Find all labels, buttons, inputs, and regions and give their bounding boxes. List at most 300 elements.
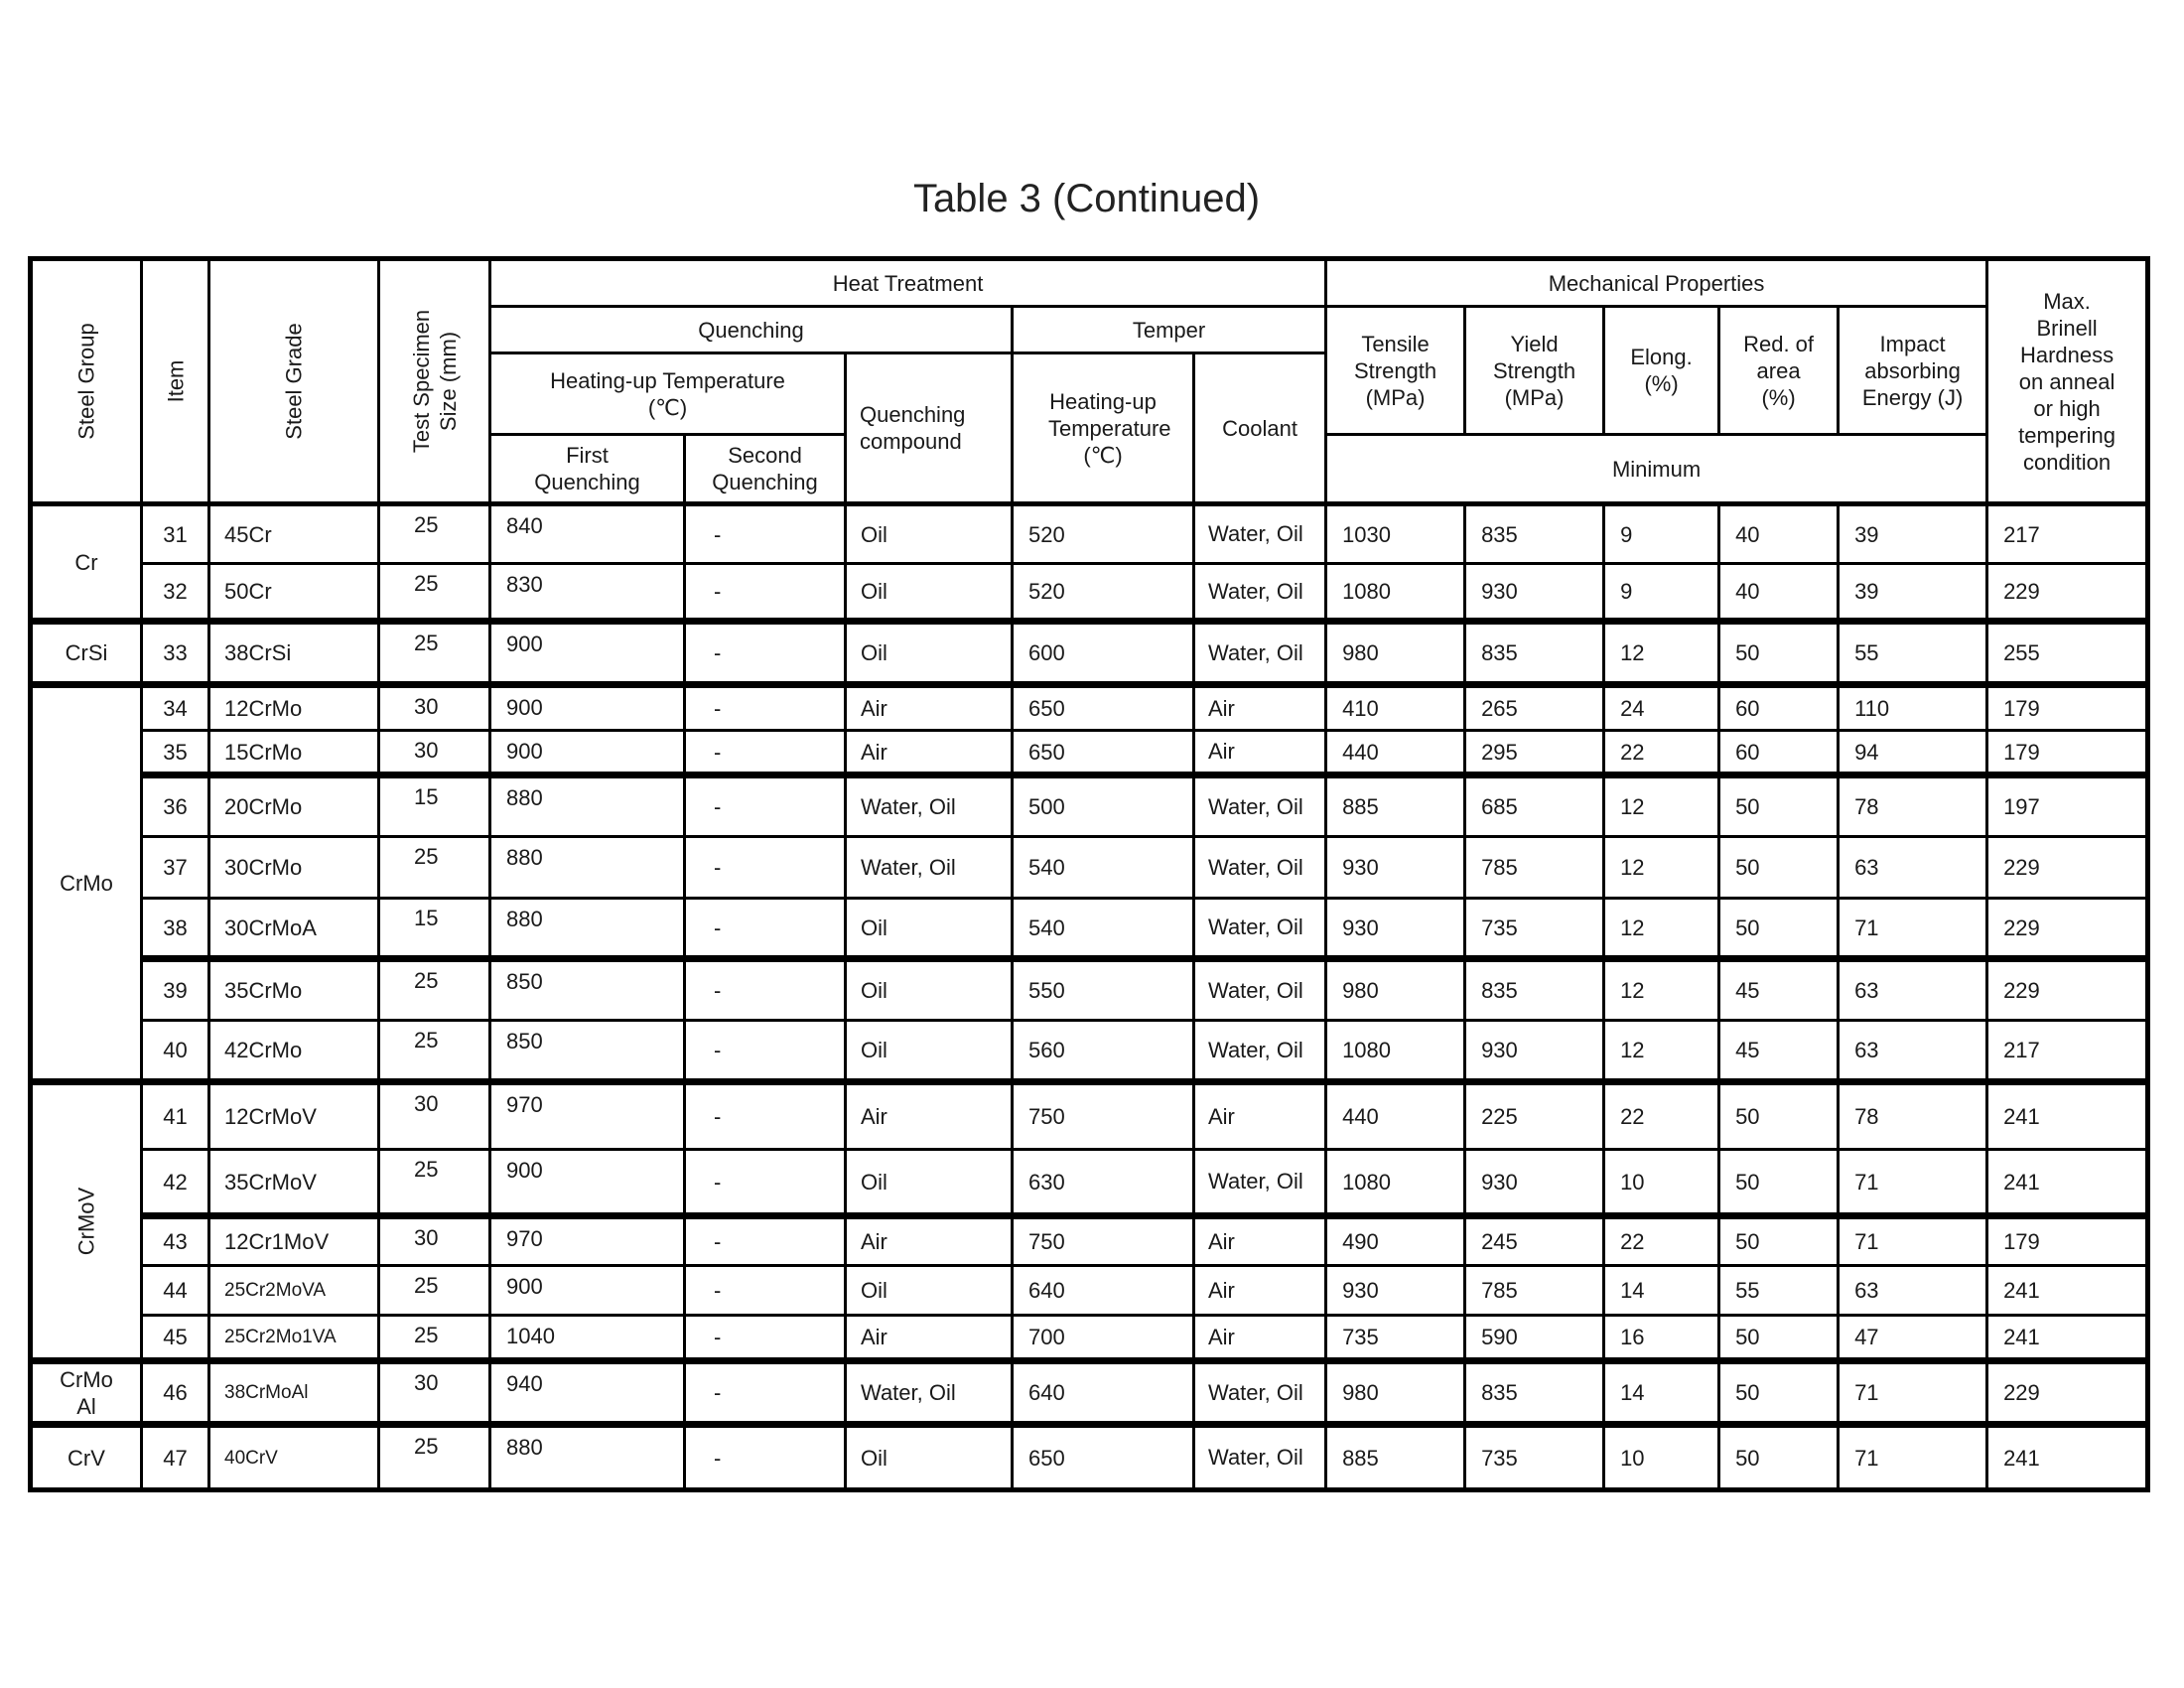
- header-elong-label: Elong. (%): [1630, 345, 1693, 396]
- cell-grade: 20CrMo: [209, 775, 379, 837]
- cell-elong: 12: [1604, 899, 1719, 959]
- cell-yield: 225: [1465, 1082, 1604, 1150]
- cell-temper-temp: 540: [1013, 837, 1194, 899]
- cell-size: 25: [379, 1021, 490, 1082]
- cell-steel-group: [31, 504, 142, 622]
- header-brinell-label: Max. Brinell Hardness on anneal or high tempering condition: [2018, 288, 2116, 475]
- cell-item: 35: [142, 731, 209, 775]
- cell-red: 50: [1719, 899, 1839, 959]
- cell-brinell: 241: [1987, 1425, 2148, 1490]
- cell-tensile: 980: [1326, 959, 1465, 1021]
- cell-coolant: Water, Oil: [1194, 1021, 1326, 1082]
- cell-tensile: 1030: [1326, 504, 1465, 564]
- cell-compound: Air: [846, 1082, 1013, 1150]
- cell-first: 840: [490, 504, 685, 564]
- cell-red: 50: [1719, 1150, 1839, 1216]
- cell-first: 900: [490, 1150, 685, 1216]
- header-temper-heating-temp: [1013, 353, 1194, 504]
- cell-coolant: Water, Oil: [1194, 1150, 1326, 1216]
- header-second-quenching: [685, 435, 846, 504]
- quench-heating-unit: (℃): [647, 394, 688, 420]
- header-yield: [1465, 307, 1604, 435]
- cell-impact: 63: [1839, 1266, 1987, 1316]
- table-row: [31, 837, 2148, 899]
- cell-size: 30: [379, 1082, 490, 1150]
- cell-first: 900: [490, 622, 685, 685]
- cell-compound: Air: [846, 731, 1013, 775]
- cell-elong: 22: [1604, 731, 1719, 775]
- cell-tensile: 930: [1326, 899, 1465, 959]
- cell-brinell: 229: [1987, 899, 2148, 959]
- cell-coolant: Water, Oil: [1194, 564, 1326, 622]
- cell-steel-group: [31, 1082, 142, 1361]
- cell-steel-group: [31, 685, 142, 1082]
- cell-coolant: Air: [1194, 731, 1326, 775]
- cell-grade: 38CrSi: [209, 622, 379, 685]
- cell-yield: 785: [1465, 837, 1604, 899]
- cell-first: 850: [490, 959, 685, 1021]
- cell-elong: 22: [1604, 1082, 1719, 1150]
- cell-tensile: 885: [1326, 1425, 1465, 1490]
- cell-temper-temp: 650: [1013, 1425, 1194, 1490]
- table-row: [31, 1361, 2148, 1425]
- cell-first: 880: [490, 899, 685, 959]
- cell-elong: 10: [1604, 1150, 1719, 1216]
- header-yield-label: Yield Strength (MPa): [1492, 331, 1576, 410]
- cell-yield: 835: [1465, 622, 1604, 685]
- header-impact-label: Impact absorbing Energy (J): [1861, 331, 1964, 410]
- cell-grade: 30CrMo: [209, 837, 379, 899]
- cell-elong: 12: [1604, 622, 1719, 685]
- header-first-quenching: [490, 435, 685, 504]
- cell-temper-temp: 700: [1013, 1316, 1194, 1361]
- cell-coolant: Air: [1194, 1316, 1326, 1361]
- cell-coolant: Water, Oil: [1194, 775, 1326, 837]
- steel-group-label: CrMoV: [73, 1187, 99, 1256]
- cell-grade: 42CrMo: [209, 1021, 379, 1082]
- cell-second: -: [685, 837, 846, 899]
- cell-grade: 35CrMo: [209, 959, 379, 1021]
- header-brinell: [1987, 259, 2148, 504]
- cell-item: 46: [142, 1361, 209, 1425]
- quench-heating-label: Heating-up Temperature: [550, 367, 785, 393]
- cell-brinell: 197: [1987, 775, 2148, 837]
- page-title: Table 3 (Continued): [912, 177, 1261, 220]
- cell-red: 50: [1719, 622, 1839, 685]
- cell-steel-group: [31, 1425, 142, 1490]
- cell-brinell: 255: [1987, 622, 2148, 685]
- cell-temper-temp: 650: [1013, 685, 1194, 731]
- cell-tensile: 1080: [1326, 1150, 1465, 1216]
- cell-temper-temp: 550: [1013, 959, 1194, 1021]
- cell-size: 25: [379, 959, 490, 1021]
- cell-item: 38: [142, 899, 209, 959]
- cell-yield: 930: [1465, 1150, 1604, 1216]
- table-row: [31, 1082, 2148, 1150]
- table-row: [31, 731, 2148, 775]
- cell-second: -: [685, 1082, 846, 1150]
- cell-red: 55: [1719, 1266, 1839, 1316]
- cell-yield: 685: [1465, 775, 1604, 837]
- table-row: [31, 622, 2148, 685]
- cell-temper-temp: 540: [1013, 899, 1194, 959]
- steel-group-label: CrMo Al: [60, 1366, 113, 1419]
- cell-second: -: [685, 1216, 846, 1266]
- cell-temper-temp: 520: [1013, 504, 1194, 564]
- cell-elong: 12: [1604, 1021, 1719, 1082]
- cell-red: 45: [1719, 1021, 1839, 1082]
- cell-temper-temp: 600: [1013, 622, 1194, 685]
- cell-temper-temp: 640: [1013, 1266, 1194, 1316]
- cell-size: 25: [379, 504, 490, 564]
- cell-coolant: Water, Oil: [1194, 1361, 1326, 1425]
- cell-red: 40: [1719, 504, 1839, 564]
- cell-compound: Oil: [846, 1266, 1013, 1316]
- cell-coolant: Air: [1194, 1082, 1326, 1150]
- cell-impact: 71: [1839, 1150, 1987, 1216]
- cell-item: 41: [142, 1082, 209, 1150]
- cell-red: 60: [1719, 731, 1839, 775]
- cell-elong: 9: [1604, 564, 1719, 622]
- cell-yield: 245: [1465, 1216, 1604, 1266]
- cell-brinell: 241: [1987, 1266, 2148, 1316]
- table-row: [31, 1150, 2148, 1216]
- cell-item: 45: [142, 1316, 209, 1361]
- cell-impact: 47: [1839, 1316, 1987, 1361]
- cell-brinell: 229: [1987, 959, 2148, 1021]
- temper-heating-label: Heating-up Temperature: [1048, 388, 1171, 441]
- header-impact: [1839, 307, 1987, 435]
- cell-compound: Air: [846, 1216, 1013, 1266]
- cell-grade: 35CrMoV: [209, 1150, 379, 1216]
- cell-compound: Water, Oil: [846, 837, 1013, 899]
- cell-elong: 14: [1604, 1361, 1719, 1425]
- cell-tensile: 980: [1326, 622, 1465, 685]
- cell-item: 34: [142, 685, 209, 731]
- cell-yield: 735: [1465, 899, 1604, 959]
- cell-elong: 10: [1604, 1425, 1719, 1490]
- cell-second: -: [685, 685, 846, 731]
- cell-first: 970: [490, 1216, 685, 1266]
- cell-size: 15: [379, 775, 490, 837]
- cell-yield: 265: [1465, 685, 1604, 731]
- cell-size: 25: [379, 837, 490, 899]
- cell-second: -: [685, 775, 846, 837]
- header-tensile-label: Tensile Strength (MPa): [1353, 331, 1437, 410]
- header-heat-treatment: Heat Treatment: [490, 259, 1326, 307]
- cell-first: 940: [490, 1361, 685, 1425]
- cell-grade: 15CrMo: [209, 731, 379, 775]
- cell-impact: 63: [1839, 959, 1987, 1021]
- cell-size: 25: [379, 1150, 490, 1216]
- cell-compound: Oil: [846, 622, 1013, 685]
- cell-impact: 63: [1839, 1021, 1987, 1082]
- cell-tensile: 440: [1326, 731, 1465, 775]
- cell-impact: 71: [1839, 899, 1987, 959]
- first-quenching-label: First Quenching: [534, 443, 640, 494]
- cell-temper-temp: 750: [1013, 1082, 1194, 1150]
- cell-coolant: Water, Oil: [1194, 1425, 1326, 1490]
- cell-red: 60: [1719, 685, 1839, 731]
- cell-item: 31: [142, 504, 209, 564]
- cell-compound: Air: [846, 685, 1013, 731]
- steel-group-label: Cr: [74, 549, 98, 575]
- cell-second: -: [685, 1021, 846, 1082]
- cell-first: 900: [490, 731, 685, 775]
- cell-size: 30: [379, 731, 490, 775]
- cell-item: 43: [142, 1216, 209, 1266]
- cell-elong: 12: [1604, 775, 1719, 837]
- cell-tensile: 490: [1326, 1216, 1465, 1266]
- cell-second: -: [685, 731, 846, 775]
- cell-elong: 9: [1604, 504, 1719, 564]
- cell-first: 900: [490, 685, 685, 731]
- cell-brinell: 179: [1987, 1216, 2148, 1266]
- cell-impact: 63: [1839, 837, 1987, 899]
- cell-yield: 835: [1465, 959, 1604, 1021]
- cell-elong: 24: [1604, 685, 1719, 731]
- cell-coolant: Air: [1194, 1266, 1326, 1316]
- cell-item: 40: [142, 1021, 209, 1082]
- header-quenching-compound: [846, 353, 1013, 504]
- cell-brinell: 179: [1987, 731, 2148, 775]
- table-header: [31, 259, 2148, 504]
- header-steel-group-label: Steel Group: [73, 323, 99, 440]
- cell-elong: 12: [1604, 837, 1719, 899]
- header-mechanical-properties: Mechanical Properties: [1326, 259, 1987, 307]
- header-minimum: Minimum: [1326, 435, 1987, 504]
- cell-second: -: [685, 1361, 846, 1425]
- table-row: [31, 959, 2148, 1021]
- cell-first: 880: [490, 837, 685, 899]
- cell-first: 850: [490, 1021, 685, 1082]
- cell-item: 37: [142, 837, 209, 899]
- table-row: [31, 504, 2148, 564]
- table-row: [31, 1316, 2148, 1361]
- cell-brinell: 229: [1987, 837, 2148, 899]
- cell-yield: 835: [1465, 1361, 1604, 1425]
- cell-red: 50: [1719, 1425, 1839, 1490]
- cell-tensile: 1080: [1326, 1021, 1465, 1082]
- header-quenching: Quenching: [490, 307, 1013, 353]
- cell-second: -: [685, 504, 846, 564]
- header-coolant: Coolant: [1194, 353, 1326, 504]
- cell-size: 25: [379, 622, 490, 685]
- cell-grade: 12CrMo: [209, 685, 379, 731]
- cell-brinell: 217: [1987, 1021, 2148, 1082]
- table-body: [31, 504, 2148, 1490]
- table-row: [31, 1266, 2148, 1316]
- cell-grade: 50Cr: [209, 564, 379, 622]
- cell-elong: 22: [1604, 1216, 1719, 1266]
- cell-red: 40: [1719, 564, 1839, 622]
- cell-compound: Oil: [846, 1021, 1013, 1082]
- cell-compound: Oil: [846, 1150, 1013, 1216]
- cell-second: -: [685, 564, 846, 622]
- cell-steel-group: [31, 622, 142, 685]
- header-specimen-size-label: Test Specimen Size (mm): [408, 309, 461, 454]
- table-row: [31, 1216, 2148, 1266]
- cell-temper-temp: 750: [1013, 1216, 1194, 1266]
- header-tensile: [1326, 307, 1465, 435]
- cell-item: 32: [142, 564, 209, 622]
- table-row: [31, 564, 2148, 622]
- cell-coolant: Water, Oil: [1194, 959, 1326, 1021]
- cell-impact: 110: [1839, 685, 1987, 731]
- cell-impact: 78: [1839, 775, 1987, 837]
- cell-compound: Oil: [846, 899, 1013, 959]
- cell-size: 30: [379, 685, 490, 731]
- cell-brinell: 217: [1987, 504, 2148, 564]
- cell-red: 50: [1719, 1316, 1839, 1361]
- cell-temper-temp: 630: [1013, 1150, 1194, 1216]
- cell-item: 44: [142, 1266, 209, 1316]
- steel-heat-treatment-table: [28, 256, 2150, 1492]
- cell-grade: 25Cr2MoVA: [209, 1266, 379, 1316]
- header-quench-heating-temp: [490, 353, 846, 435]
- cell-item: 33: [142, 622, 209, 685]
- cell-size: 15: [379, 899, 490, 959]
- cell-item: 42: [142, 1150, 209, 1216]
- cell-yield: 785: [1465, 1266, 1604, 1316]
- cell-impact: 71: [1839, 1361, 1987, 1425]
- cell-compound: Oil: [846, 564, 1013, 622]
- cell-impact: 39: [1839, 504, 1987, 564]
- cell-compound: Water, Oil: [846, 1361, 1013, 1425]
- cell-second: -: [685, 899, 846, 959]
- cell-size: 25: [379, 1316, 490, 1361]
- cell-tensile: 930: [1326, 837, 1465, 899]
- cell-yield: 590: [1465, 1316, 1604, 1361]
- table-row: [31, 1425, 2148, 1490]
- cell-impact: 94: [1839, 731, 1987, 775]
- header-item: [142, 259, 209, 504]
- table-row: [31, 899, 2148, 959]
- cell-tensile: 930: [1326, 1266, 1465, 1316]
- table-row: [31, 1021, 2148, 1082]
- cell-brinell: 241: [1987, 1082, 2148, 1150]
- header-temper: Temper: [1013, 307, 1326, 353]
- cell-size: 25: [379, 1266, 490, 1316]
- cell-second: -: [685, 1266, 846, 1316]
- cell-elong: 16: [1604, 1316, 1719, 1361]
- cell-first: 900: [490, 1266, 685, 1316]
- cell-red: 50: [1719, 837, 1839, 899]
- cell-compound: Oil: [846, 504, 1013, 564]
- cell-red: 50: [1719, 1361, 1839, 1425]
- cell-coolant: Air: [1194, 1216, 1326, 1266]
- cell-tensile: 980: [1326, 1361, 1465, 1425]
- cell-brinell: 241: [1987, 1316, 2148, 1361]
- cell-coolant: Water, Oil: [1194, 837, 1326, 899]
- cell-coolant: Water, Oil: [1194, 899, 1326, 959]
- cell-item: 39: [142, 959, 209, 1021]
- cell-grade: 38CrMoAl: [209, 1361, 379, 1425]
- cell-compound: Oil: [846, 1425, 1013, 1490]
- cell-impact: 55: [1839, 622, 1987, 685]
- cell-size: 30: [379, 1216, 490, 1266]
- cell-red: 50: [1719, 775, 1839, 837]
- header-item-label: Item: [163, 359, 188, 403]
- header-steel-grade: [209, 259, 379, 504]
- cell-impact: 71: [1839, 1216, 1987, 1266]
- cell-compound: Water, Oil: [846, 775, 1013, 837]
- cell-brinell: 229: [1987, 564, 2148, 622]
- cell-yield: 735: [1465, 1425, 1604, 1490]
- cell-tensile: 1080: [1326, 564, 1465, 622]
- cell-elong: 14: [1604, 1266, 1719, 1316]
- steel-group-label: CrMo: [60, 871, 113, 896]
- cell-impact: 39: [1839, 564, 1987, 622]
- cell-grade: 45Cr: [209, 504, 379, 564]
- cell-yield: 930: [1465, 564, 1604, 622]
- cell-temper-temp: 560: [1013, 1021, 1194, 1082]
- cell-grade: 12Cr1MoV: [209, 1216, 379, 1266]
- table-row: [31, 775, 2148, 837]
- cell-brinell: 241: [1987, 1150, 2148, 1216]
- cell-red: 45: [1719, 959, 1839, 1021]
- cell-red: 50: [1719, 1216, 1839, 1266]
- cell-red: 50: [1719, 1082, 1839, 1150]
- cell-elong: 12: [1604, 959, 1719, 1021]
- cell-size: 30: [379, 1361, 490, 1425]
- cell-second: -: [685, 959, 846, 1021]
- cell-tensile: 410: [1326, 685, 1465, 731]
- cell-tensile: 885: [1326, 775, 1465, 837]
- cell-temper-temp: 650: [1013, 731, 1194, 775]
- second-quenching-label: Second Quenching: [712, 443, 818, 494]
- header-red-area: [1719, 307, 1839, 435]
- cell-item: 36: [142, 775, 209, 837]
- cell-grade: 12CrMoV: [209, 1082, 379, 1150]
- cell-grade: 25Cr2Mo1VA: [209, 1316, 379, 1361]
- cell-grade: 40CrV: [209, 1425, 379, 1490]
- cell-yield: 835: [1465, 504, 1604, 564]
- cell-temper-temp: 500: [1013, 775, 1194, 837]
- cell-second: -: [685, 1425, 846, 1490]
- cell-first: 970: [490, 1082, 685, 1150]
- steel-group-label: CrSi: [65, 640, 108, 665]
- header-red-area-label: Red. of area (%): [1743, 331, 1815, 410]
- cell-size: 25: [379, 1425, 490, 1490]
- cell-second: -: [685, 1316, 846, 1361]
- cell-second: -: [685, 1150, 846, 1216]
- cell-brinell: 179: [1987, 685, 2148, 731]
- header-specimen-size: [379, 259, 490, 504]
- cell-yield: 295: [1465, 731, 1604, 775]
- cell-steel-group: [31, 1361, 142, 1425]
- cell-coolant: Water, Oil: [1194, 622, 1326, 685]
- cell-impact: 78: [1839, 1082, 1987, 1150]
- header-steel-grade-label: Steel Grade: [281, 323, 307, 440]
- cell-yield: 930: [1465, 1021, 1604, 1082]
- cell-coolant: Air: [1194, 685, 1326, 731]
- quenching-compound-label: Quenching compound: [860, 402, 966, 454]
- cell-item: 47: [142, 1425, 209, 1490]
- cell-brinell: 229: [1987, 1361, 2148, 1425]
- steel-group-label: CrV: [68, 1445, 105, 1471]
- cell-first: 880: [490, 1425, 685, 1490]
- cell-first: 1040: [490, 1316, 685, 1361]
- cell-grade: 30CrMoA: [209, 899, 379, 959]
- cell-coolant: Water, Oil: [1194, 504, 1326, 564]
- cell-compound: Air: [846, 1316, 1013, 1361]
- cell-tensile: 440: [1326, 1082, 1465, 1150]
- temper-heating-unit: (℃): [1083, 442, 1123, 468]
- cell-temper-temp: 520: [1013, 564, 1194, 622]
- header-elong: [1604, 307, 1719, 435]
- cell-size: 25: [379, 564, 490, 622]
